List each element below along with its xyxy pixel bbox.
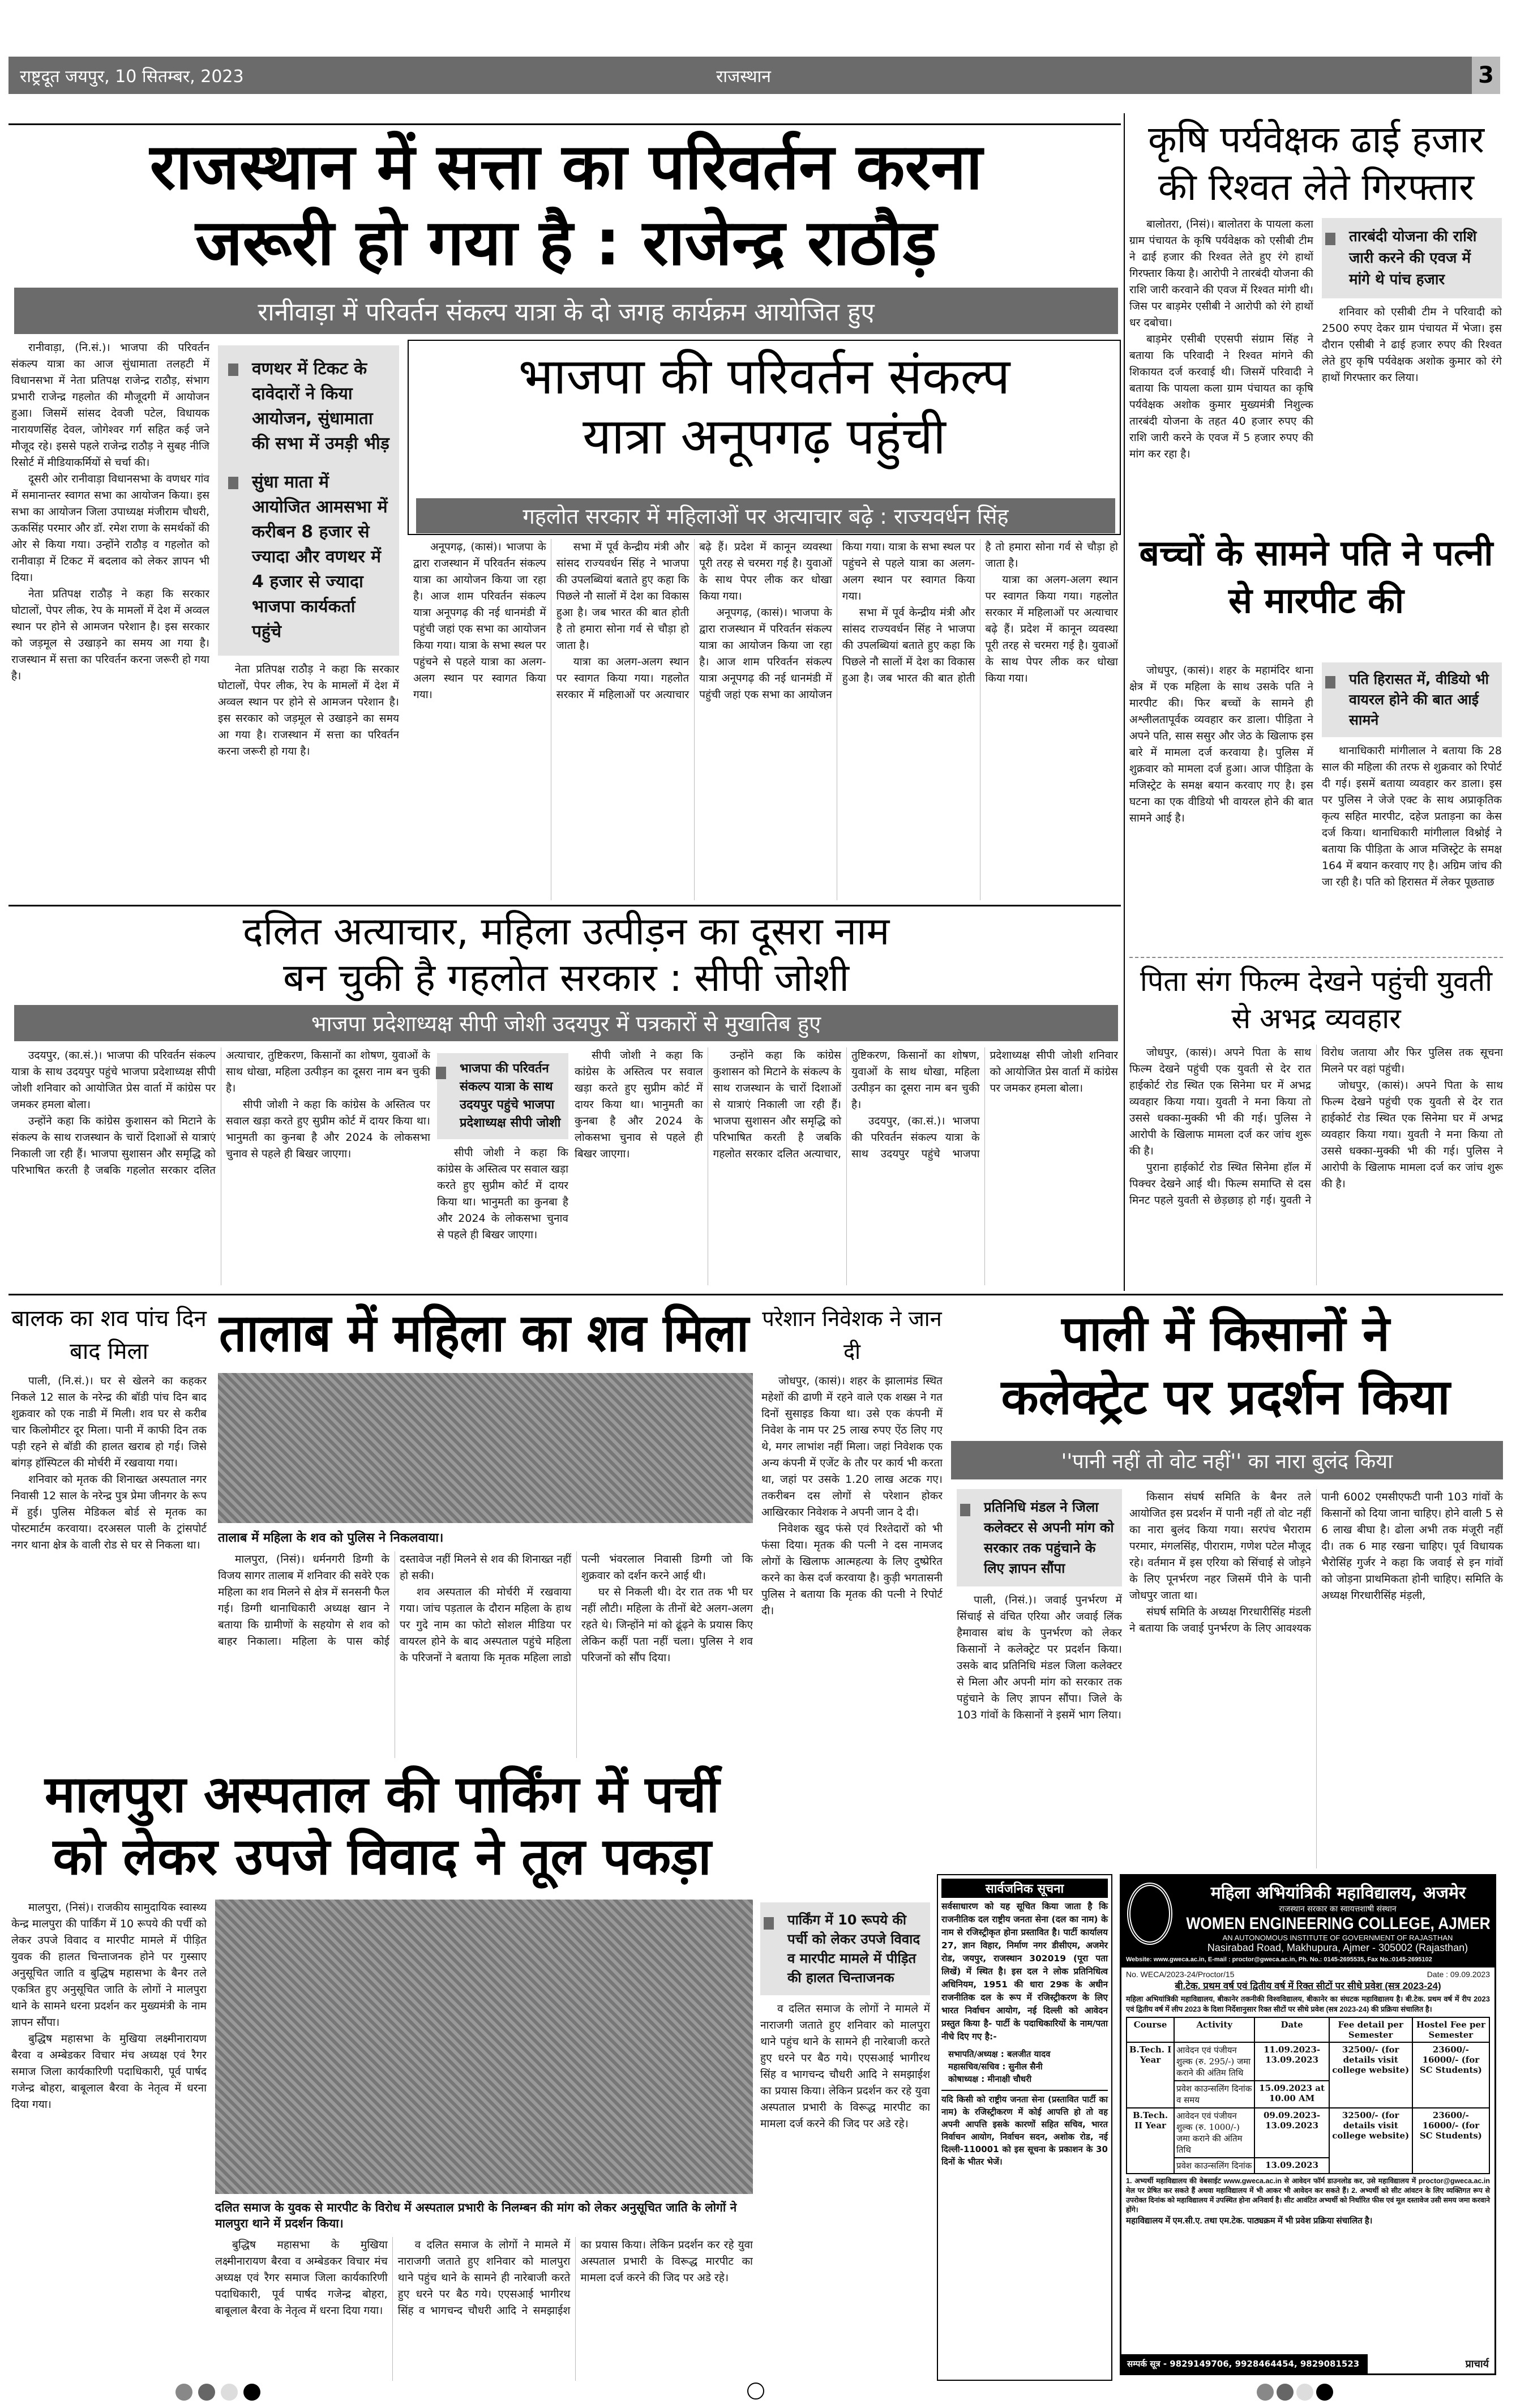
paragraph: शनिवार को एसीबी टीम ने परिवादी को 2500 रुपए देकर ग्राम पंचायत में भेजा। इस दौरान एसीबी ने ढाई हजार रुपए की रिश्वत लेते हुए कृषि पर्यवेक्षक अशोक कुमार को रंगे हाथों गिरफ्तार कर लिया।	[1322, 306, 1502, 384]
paragraph: मालपुरा, (निसं)। राजकीय सामुदायिक स्वास्थ्य केन्द्र मालपुरा की पार्किंग में 10 रूपये की पर्ची को लेकर उपजे विवाद व मारपीट मामले में पीड़ित युवक की हालत चिन्ताजनक होने पर गुस्साए अनुसूचित जाति व बुद्धिष महासभा के बैनर तले एकत्रित हुए अनुसूचित जाति के लोगों ने मालपुरा थाने के सामने धरना प्रदर्शन कर मुख्यमंत्री के नाम ज्ञापन सौंपा।	[11, 1901, 207, 2029]
officer-row: महासचिव/सचिव : सुनील सैनी	[948, 2061, 1043, 2072]
paragraph: बालोतरा, (निसं)। बालोतरा के पायला कला ग्राम पंचायत के कृषि पर्यवेक्षक को एसीबी टीम ने ढाई हजार की रिश्वत लेते हुए रंगे हाथों गिरफ्तार किया है। आरोपी ने तारबंदी योजना की राशि जारी करवाने की एवज में रिश्वत मांगी थी। जिस पर बाड़मेर एसीबी ने आरोपी को रंगे हाथों धर दबोचा।	[1129, 218, 1313, 329]
registration-dot	[1257, 2384, 1274, 2401]
ad-ref-row	[1126, 1970, 1490, 1979]
pali-headline	[948, 1302, 1503, 1436]
paragraph: पुराना हाईकोर्ट रोड स्थित सिनेमा हॉल में पिक्चर देखने आई थी। फिल्म समाप्ति से दस मिनट पहले युवती से छेड़छाड़ हो गई। युवती ने विरोध जताया और फिर पुलिस तक सूचना मिलने पर वहां पहुंची।	[1129, 1046, 1503, 1207]
registration-dot	[1296, 2384, 1313, 2401]
col-header: Course	[1127, 2017, 1174, 2042]
pita-body	[1129, 1045, 1503, 1285]
public-notice	[937, 1874, 1112, 2381]
balak-body	[11, 1373, 207, 1758]
paragraph: सीपी जोशी ने कहा कि कांग्रेस के अस्तित्व पर सवाल खड़ा करते हुए सुप्रीम कोर्ट में दायर किया था। भानुमती का कुनबा है और 2024 के लोकसभा चुनाव से पहले ही बिखर जाएगा।	[226, 1098, 430, 1160]
talab-caption: तालाब में महिला के शव को पुलिस ने निकलवाया।	[218, 1531, 444, 1545]
ad-address: Nasirabad Road, Makhupura, Ajmer - 305002 (Rajasthan)	[1207, 1942, 1468, 1953]
krishi-side	[1322, 218, 1502, 522]
bachche-side	[1322, 662, 1502, 951]
dalit-subhead-text: भाजपा प्रदेशाध्यक्ष सीपी जोशी उदयपुर में पत्रकारों से मुखातिब हुए	[311, 1011, 821, 1036]
officer-role: महासचिव/सचिव	[948, 2061, 1000, 2072]
paragraph: संघर्ष समिति के अध्यक्ष गिरधारीसिंह मंडली ने बताया कि जवाई पुनर्भरण के लिए आवश्यक पानी 6002 एमसीएफटी पानी 103 गांवों के किसानों को दिया जाना चाहिए। होने वाली 5 से 6 लाख बीघा है। ढोला अभी तक मंजूरी नहीं दी। तक 6 माह रखना चाहिए। पूर्व विधायक भैरोसिंह गुर्जर ने कहा कि जवाई से इन गांवों को जोड़ना प्राथमिकता होनी चाहिए। समिति के अध्यक्ष गिरधारीसिंह मंड़ली,	[1129, 1491, 1503, 1635]
divider	[1129, 957, 1503, 958]
cell-fee: 32500/- (for details visit college website)	[1329, 2042, 1412, 2108]
paragraph: अनूपगढ़, (कासं)। भाजपा के द्वारा राजस्थान में परिवर्तन संकल्प यात्रा का आयोजन किया जा रहा है। आज शाम परिवर्तन संकल्प यात्रा अनूपगढ़ की नई धानमंडी में पहुंची जहां एक सभा का आयोजन किया गया। यात्रा के सभा स्थल पर पहुंचने से पहले यात्रा का अलग-अलग स्थान पर स्वागत किया गया।	[699, 541, 975, 701]
pali-headline-line2: कलेक्ट्रेट पर प्रदर्शन किया	[1001, 1369, 1450, 1426]
pali-body	[1129, 1489, 1503, 1868]
pali-subhead	[951, 1441, 1503, 1479]
ad-phone: सम्पर्क सूत्र - 9829149706, 9928464454, 9829081523	[1121, 2354, 1368, 2373]
bjp-headline-line2: यात्रा अनूपगढ़ पहुंची	[583, 407, 946, 465]
paragraph: बुद्धिष महासभा के मुखिया लक्ष्मीनारायण बैरवा व अम्बेडकर विचार मंच अध्यक्ष एवं रैगर समाज जिला कार्यकारिणी पदाधिकारी, पूर्व पार्षद गजेन्द्र बोहरा, बाबूलाल बैरवा के नेतृत्व में धरना दिया गया।	[215, 2239, 388, 2317]
pullquote-item: पति हिरासत में, वीडियो भी वायरल होने की बात आई सामने	[1349, 669, 1496, 730]
paragraph: मालपुरा, (निसं)। धर्मनगरी डिग्गी के विजय सागर तालाब में शनिवार की सवेरे एक महिला का शव मिलने से क्षेत्र में सनसनी फैल गई। डिग्गी थानाधिकारी अध्यक्ष खान ने बताया कि ग्रामीणों के सहयोग से शव को बाहर निकाला। महिला के पास कोई दस्तावेज नहीं मिलने से शव की शिनाख्त नहीं हो सकी।	[218, 1553, 571, 1648]
pullquote-item: प्रतिनिधि मंडल ने जिला कलेक्टर से अपनी मांग को सरकार तक पहुंचाने के लिए ज्ञापन सौंपा	[984, 1497, 1116, 1579]
dalit-headline-line1: दलित अत्याचार, महिला उत्पीड़न का दूसरा नाम	[242, 909, 890, 954]
cell-date: 13.09.2023	[1254, 2158, 1329, 2174]
paragraph: नेता प्रतिपक्ष राठौड़ ने कहा कि सरकार घोटालों, पेपर लीक, रेप के मामलों में देश में अव्वल स्थान पर होने से आमजन परेशान है। इस सरकार को जड़मूल से उखाड़ने का समय आ गया है। राजस्थान में सत्ता का परिवर्तन करना जरूरी हो गया है।	[11, 588, 209, 682]
krishi-pullquote	[1322, 218, 1502, 298]
paragraph: बाड़मेर एसीबी एएसपी संग्राम सिंह ने बताया कि परिवादी ने रिश्वत मांगने की शिकायत दर्ज करवाई थी। जिसमें परिवादी ने बताया कि पायला कला ग्राम पंचायत का कृषि पर्यवेक्षक अशोक कुमार मुख्यमंत्री निशुल्क तारबंदी योजना के तहत 40 हजार रुपए की राशि जारी करने के एवज में 5 हजार रुपए की मांग कर रहा है।	[1129, 333, 1313, 460]
paragraph: जोधपुर, (कासं)। अपने पिता के साथ फिल्म देखने पहुंची एक युवती से देर रात हाईकोर्ट रोड स्थित एक सिनेमा घर में अभद्र व्यवहार किया गया। युवती ने मना किया तो उससे धक्का-मुक्की भी की गई। पुलिस ने आरोपी के खिलाफ मामला दर्ज कर जांच शुरू की है।	[1129, 1046, 1311, 1157]
pullquote-item: वणथर में टिकट के दावेदारों ने किया आयोजन, सुंधामाता की सभा में उमड़ी भीड़	[252, 357, 390, 456]
bjp-headline	[413, 347, 1115, 495]
registration-dot	[198, 2384, 215, 2401]
bjp-subhead-text: गहलोत सरकार में महिलाओं पर अत्याचार बढ़े : राज्यवर्धन सिंह	[523, 504, 1009, 529]
cell-date: 11.09.2023-13.09.2023	[1254, 2042, 1329, 2081]
dalit-side	[437, 1053, 568, 1285]
registration-dot	[1316, 2384, 1333, 2401]
cell-fee: 32500/- (for details visit college website)	[1329, 2108, 1412, 2174]
lead-subhead	[14, 288, 1118, 334]
pullquote-item: पार्किंग में 10 रूपये की पर्ची को लेकर उपजे विवाद व मारपीट मामले में पीड़ित की हालत चिन्ताजनक	[787, 1910, 924, 1987]
cell-activity: आवेदन एवं पंजीयन शुल्क (रु. 295/-) जमा कराने की अंतिम तिथि	[1174, 2042, 1254, 2081]
ad-bold-note: महाविद्यालय में एम.सी.ए. तथा एम.टेक. पाठ्यक्रम में भी प्रवेश प्रक्रिया संचालित है।	[1126, 2216, 1373, 2226]
lead-side	[218, 345, 399, 900]
lead-headline-line1: राजस्थान में सत्ता का परिवर्तन करना	[149, 130, 983, 204]
pullquote-item: भाजपा की परिवर्तन संकल्प यात्रा के साथ उदयपुर पहुंचे भाजपा प्रदेशाध्यक्ष सीपी जोशी	[460, 1060, 563, 1132]
cell-date: 15.09.2023 at 10.00 AM	[1254, 2081, 1329, 2108]
paragraph: सीपी जोशी ने कहा कि कांग्रेस के अस्तित्व पर सवाल खड़ा करते हुए सुप्रीम कोर्ट में दायर किया था। भानुमती का कुनबा है और 2024 के लोकसभा चुनाव से पहले ही बिखर जाएगा।	[575, 1049, 703, 1160]
paragraph: उन्होंने कहा कि कांग्रेस कुशासन को मिटाने के संकल्प के साथ राजस्थान के चारों दिशाओं से यात्राएं निकाली जा रही हैं। भाजपा सुशासन और समृद्धि को परिभाषित करती है जबकि गहलोत सरकार दलित अत्याचार, तुष्टिकरण, किसानों का शोषण, युवाओं के साथ धोखा, महिला उत्पीड़न का दूसरा नाम बन चुकी है।	[11, 1049, 430, 1177]
officer-role: कोषाध्यक्ष	[948, 2074, 979, 2084]
paragraph: शव अस्पताल की मोर्चरी में रखवाया गया। जांच पड़ताल के दौरान महिला के हाथ पर गुदे नाम का फोटो सोशल मीडिया पर वायरल होने के बाद अस्पताल पहुंचे महिला के परिजनों ने बताया कि मृतक महिला लाडो पत्नी भंवरलाल निवासी डिग्गी जो कि शुक्रवार को दर्शन करने आई थी।	[400, 1553, 753, 1664]
malpura-headline-line1: मालपुरा अस्पताल की पार्किंग में पर्ची	[45, 1765, 720, 1824]
paragraph: निवेशक खुद फंसे एवं रिश्तेदारों को भी फंसा दिया। मृतक की पत्नी ने दस नामजद लोगों के खिलाफ आत्महत्या के लिए दुष्प्रेरित करने का केस दर्ज करवाया है। कुड़ी भगतासनी पुलिस ने बताया कि मृतक की पत्नी ने रिपोर्ट दी।	[761, 1522, 943, 1617]
talab-body	[218, 1551, 753, 1758]
crosshair-icon	[747, 2383, 764, 2400]
pullquote-item: सुंधा माता में आयोजित आमसभा में करीबन 8 हजार से ज्यादा और वणथर में 4 हजार से ज्यादा भाजपा कार्यकर्ता पहुंचे	[252, 470, 390, 644]
pali-headline-line1: पाली में किसानों ने	[1061, 1306, 1390, 1362]
malpura-body	[11, 1900, 207, 2381]
paragraph: उदयपुर, (का.सं.)। भाजपा की परिवर्तन संकल्प यात्रा के साथ उदयपुर पहुंचे भाजपा प्रदेशाध्यक्ष सीपी जोशी शनिवार को आयोजित प्रेस वार्ता में कांग्रेस पर जमकर हमला बोला।	[851, 1049, 1118, 1160]
paragraph: किसान संघर्ष समिति के बैनर तले आयोजित इस प्रदर्शन में पानी नहीं तो वोट नहीं का नारा बुलंद किया गया। सरपंच भैराराम परमार, मंगलसिंह, पीराराम, गणेश पटेल मौजूद रहे। वर्तमान में इस एरिया को सिंचाई से जोड़ने के लिए पूनर्भरण नहर जिसमें पीने के पानी जोधपुर जाता था।	[1129, 1491, 1311, 1602]
cell-course: B.Tech. II Year	[1127, 2108, 1174, 2174]
officer-name: बलजीत यादव	[1007, 2049, 1051, 2059]
paragraph: रानीवाड़ा, (नि.सं.)। भाजपा की परिवर्तन संकल्प यात्रा का आज सुंधामाता तलहटी में विधानसभा में नेता प्रतिपक्ष राजेन्द्र राठौड़, संभाग प्रभारी राजेन्द्र गहलोत की मौजूदगी में आयोजन हुआ। जिसमें सांसद देवजी पटेल, विधायक नारायणसिंह देवल, जोगेश्वर गर्ग सहित कई जने मौजूद रहे। इससे पहले राजेन्द्र राठौड़ ने सुबह नीजि रिसोर्ट में मीडियाकर्मियों से चर्चा की।	[11, 341, 209, 469]
ad-title-hi: महिला अभियांत्रिकी महाविद्यालय, अजमेर	[1210, 1883, 1466, 1903]
cell-activity: आवेदन एवं पंजीयन शुल्क (रु. 1000/-) जमा कराने की अंतिम तिथि	[1174, 2108, 1254, 2158]
paragraph: पाली, (निसं.)। जवाई पुनर्भरण में सिंचाई से वंचित एरिया और जवाई लिंक हैमावास बांध के पुनर्भरण को लेकर किसानों ने कलेक्ट्रेट पर प्रदर्शन किया। उसके बाद प्रतिनिधि मंडल जिला कलेक्टर से मिला और अपनी मांग को सरकार तक पहुंचाने के लिए ज्ञापन सौंपा। जिले के 103 गांवों के किसानों ने इसमें भाग लिया।	[957, 1594, 1122, 1721]
paragraph: यात्रा का अलग-अलग स्थान पर स्वागत किया गया। गहलोत सरकार में महिलाओं पर अत्याचार बढ़े हैं। प्रदेश में कानून व्यवस्था पूरी तरह से चरमरा गई है। युवाओं के साथ पेपर लीक कर धोखा किया गया।	[556, 541, 832, 701]
notice-officers	[948, 2048, 1108, 2085]
paragraph: सभा में पूर्व केन्द्रीय मंत्री और सांसद राज्यवर्धन सिंह ने भाजपा की उपलब्धियां बताते हुए कहा कि पिछले नौ सालों में देश का विकास हुआ है। जब भारत की बात होती है तो हमारा सोना गर्व से चौड़ा हो जाता है।	[842, 541, 1118, 685]
officer-name: मीनाक्षी चौधरी	[987, 2074, 1032, 2084]
bjp-subhead	[416, 498, 1115, 533]
ad-notes: 1. अभ्यर्थी महाविद्यालय की वेबसाईट www.gweca.ac.in से आवेदन फॉर्म डाउनलोड कर, उसे महाविद्यालय में proctor@gweca.ac.in मेल पर प्रेषित कर सकते हैं अथवा महाविद्यालय में भी आकर भी आवेदन कर सकते हैं। 2. अभ्यर्थी को सीट आंवटन के लिए व्यक्तिगत रूप से उपरोक्त दिनांक को महाविद्यालय में उपस्थित होना अनिवार्य है। सीट आवंटित अभ्यर्थी को निर्धारित फीस एवं मूल दस्तावेज उसी समय जमा करवाने होंगे।	[1126, 2177, 1490, 2214]
paragraph: जोधपुर, (कासं)। शहर के झालामंड स्थित महेशों की ढाणी में रहने वाले एक शख्स ने गत दिनों सुसाइड किया था। उसे एक कंपनी में निवेश के नाम पर 25 लाख रुपए ऐंठ लिए गए थे, मगर लाभांश नहीं मिला। जहां निवेशक एक अन्य कंपनी में एजेंट के तौर पर कार्य भी करता था, जहां पर उसके 1.20 लाख अटक गए। तकरीबन दस लोगों से परेशान होकर आखिरकार निवेशक ने अपनी जान दे दी।	[761, 1375, 943, 1519]
cell-hostel: 23600/- 16000/- (for SC Students)	[1412, 2108, 1489, 2174]
officer-row: सभापति/अध्यक्ष : बलजीत यादव	[948, 2049, 1051, 2059]
ad-heading: बी.टेक. प्रथम वर्ष एवं द्वितीय वर्ष में रिक्त सीटों पर सीधे प्रवेश (सत्र 2023-24)	[1175, 1981, 1441, 1991]
cell-activity: प्रवेश काउन्सलिंग दिनांक व समय	[1174, 2081, 1254, 2108]
bjp-body	[413, 539, 1118, 900]
paragraph: जोधपुर, (कासं)। शहर के महामंदिर थाना क्षेत्र में एक महिला के साथ उसके पति ने मारपीट की। फिर बच्चों के सामने ही अश्लीलतापूर्वक व्यवहार कर डाला। पीड़िता ने अपने पति, सास ससुर और जेठ के खिलाफ इस बारे में मामला दर्ज करवाया है। पुलिस में शुक्रवार को मामला दर्ज हुआ। आज पीड़िता के मजिस्ट्रेट के समक्ष बयान करवाए गए है। इस घटना का एक वीडियो भी वायरल होने की बात सामने आई है।	[1129, 664, 1313, 824]
niveshak-body	[761, 1373, 943, 1860]
pali-side	[957, 1489, 1122, 1868]
masthead-bar	[8, 57, 1472, 94]
paragraph: यात्रा का अलग-अलग स्थान पर स्वागत किया गया। गहलोत सरकार में महिलाओं पर अत्याचार बढ़े हैं। प्रदेश में कानून व्यवस्था पूरी तरह से चरमरा गई है। युवाओं के साथ पेपर लीक कर धोखा किया गया।	[985, 574, 1118, 685]
bachche-body-col2	[1322, 743, 1502, 951]
malpura-headline-line2: को लेकर उपजे विवाद ने तूल पकड़ा	[53, 1827, 712, 1887]
malpura-story	[215, 1900, 753, 2381]
malpura-side	[760, 1902, 930, 2381]
notice-title: सार्वजनिक सूचना	[941, 1879, 1108, 1898]
lead-pullquote	[218, 345, 399, 656]
officer-name: सुनील सैनी	[1008, 2061, 1043, 2072]
cell-hostel: 23600/- 16000/- (for SC Students)	[1412, 2042, 1489, 2108]
paragraph: उदयपुर, (का.सं.)। भाजपा की परिवर्तन संकल्प यात्रा के साथ उदयपुर पहुंचे भाजपा प्रदेशाध्यक्ष सीपी जोशी शनिवार को आयोजित प्रेस वार्ता में कांग्रेस पर जमकर हमला बोला।	[11, 1049, 216, 1111]
bachche-headline: बच्चों के सामने पति ने पत्नी से मारपीट की	[1139, 532, 1493, 621]
paragraph: शनिवार को मृतक की शिनाख्त अस्पताल नगर निवासी 12 साल के नरेन्द्र पुत्र प्रेमा जीनगर के रूप में हुई। पुलिस मेडिकल बोर्ड से मृतक का पोस्टमार्टम करवाया। दरअसल पाली के ट्रांसपोर्ट नगर थाना क्षेत्र के वाली रोड से घर से निकला था।	[11, 1473, 207, 1551]
table-row	[1127, 2042, 1489, 2081]
paragraph: पाली, (नि.सं.)। घर से खेलने का कहकर निकले 12 साल के नरेन्द्र की बॉडी पांच दिन बाद शुक्रवार को एक नाडी में मिली। शव घर से करीब चार किलोमीटर दूर मिला। पानी में काफी दिन तक पड़ी रहने से बॉडी की हालत खराब हो गई। जिसे बांगड़ हॉस्पिटल की मोर्चरी में रखवाया गया।	[11, 1375, 207, 1469]
ad-date: Date : 09.09.2023	[1427, 1970, 1490, 1979]
paragraph: घर से निकली थी। देर रात तक भी घर नहीं लौटी। महिला के तीनों बेटे अलग-अलग रहते थे। जिन्होंने मां को ढूंढ़ने के प्रयास किए लेकिन कहीं पता नहीं चला। पुलिस ने शव परिजनों को सौंप दिया।	[581, 1586, 753, 1664]
college-emblem-icon	[1127, 1883, 1172, 1945]
ad-intro: महिला अभियांत्रिकी महाविद्यालय, बीकानेर तकनीकी विश्वविद्यालय, बीकानेर का संघटक महाविद्यालय है। बी.टेक. प्रथम वर्ष में रीप 2023 एवं द्वितीय वर्ष में लीप 2023 के दिशा निर्देशानुसार रिक्त सीटों पर सीधे प्रवेश (सत्र 2023-24) की प्रक्रिया संचालित है।	[1126, 1995, 1490, 2013]
dalit-headline	[17, 909, 1115, 1002]
divider	[8, 123, 1121, 125]
table-row	[1127, 2108, 1489, 2158]
paragraph: व दलित समाज के लोगों ने मामले में नाराजगी जताते हुए शनिवार को मालपुरा थाने पहुंच थाने के सामने ही नारेबाजी करते हुए धरने पर बैठ गये। एएसआई भागीरथ सिंह व भागचन्द चौधरी आदि ने समझाईश का प्रयास किया। लेकिन प्रदर्शन कर रहे युवा अस्पताल प्रभारी के विरूद्ध मारपीट का मामला दर्ज करने की जिद पर अडे रहे।	[397, 2239, 753, 2317]
lead-headline	[17, 129, 1115, 285]
paragraph: व दलित समाज के लोगों ने मामले में नाराजगी जताते हुए शनिवार को मालपुरा थाने पहुंच थाने के सामने ही नारेबाजी करते हुए धरने पर बैठ गये। एएसआई भागीरथ सिंह व भागचन्द चौधरी आदि ने समझाईश का प्रयास किया। लेकिन प्रदर्शन कर रहे युवा अस्पताल प्रभारी के विरूद्ध मारपीट का मामला दर्ज करने की जिद पर अडे रहे।	[760, 2003, 930, 2130]
col-header: Date	[1254, 2017, 1329, 2042]
col-header: Activity	[1174, 2017, 1254, 2042]
talab-headline: तालाब में महिला का शव मिला	[219, 1303, 749, 1363]
bjp-headline-line1: भाजपा की परिवर्तन संकल्प	[518, 347, 1010, 405]
paragraph: सभा में पूर्व केन्द्रीय मंत्री और सांसद राज्यवर्धन सिंह ने भाजपा की उपलब्धियां बताते हुए कहा कि पिछले नौ सालों में देश का विकास हुआ है। जब भारत की बात होती है तो हमारा सोना गर्व से चौड़ा हो जाता है।	[556, 541, 690, 652]
ad-tag-hi: राजस्थान सरकार का स्वायत्तशाषी संस्थान	[1279, 1905, 1397, 1914]
paragraph: सीपी जोशी ने कहा कि कांग्रेस के अस्तित्व पर सवाल खड़ा करते हुए सुप्रीम कोर्ट में दायर किया था। भानुमती का कुनबा है और 2024 के लोकसभा चुनाव से पहले ही बिखर जाएगा।	[437, 1147, 568, 1241]
page-number: 3	[1472, 57, 1500, 94]
lead-headline-line2: जरूरी हो गया है : राजेन्द्र राठौड़	[195, 206, 937, 280]
bachche-pullquote	[1322, 662, 1502, 737]
cell-date: 09.09.2023-13.09.2023	[1254, 2108, 1329, 2158]
admission-table	[1126, 2017, 1490, 2174]
paragraph: अनूपगढ़, (कासं)। भाजपा के द्वारा राजस्थान में परिवर्तन संकल्प यात्रा का आयोजन किया जा रहा है। आज शाम परिवर्तन संकल्प यात्रा अनूपगढ़ की नई धानमंडी में पहुंची जहां एक सभा का आयोजन किया गया। यात्रा के सभा स्थल पर पहुंचने से पहले यात्रा का अलग-अलग स्थान पर स्वागत किया गया।	[413, 541, 546, 701]
malpura-headline	[11, 1764, 753, 1891]
divider	[8, 905, 1121, 906]
dalit-body-col	[437, 1145, 568, 1285]
column-rule	[1124, 113, 1125, 1291]
col-header: Hostel Fee per Semester	[1412, 2017, 1489, 2042]
paragraph: दूसरी ओर रानीवाड़ा विधानसभा के वणधर गांव में समानान्तर स्वागत सभा का आयोजन किया। इस सभा का आयोजन जिला उपाध्यक्ष मंजीराम चौधरी, ऊकसिंह परमार और डॉ. रमेश राणा के समर्थकों की ओर से किया गया। उन्होंने राठौड़ व गहलोत को रानीवाड़ा में टिकट में बदलाव को लेकर ज्ञापन भी दिया।	[11, 473, 209, 584]
registration-dot	[243, 2384, 260, 2401]
section-name: राजस्थान	[716, 66, 771, 87]
ad-ref: No. WECA/2023-24/Proctor/15	[1126, 1970, 1235, 1979]
ad-contact: Website: www.gweca.ac.in, E-mail : proctor@gweca.ac.in, Ph. No.: 0145-2695535, Fax No.:0145-2695102	[1126, 1956, 1432, 1963]
divider	[8, 1294, 1503, 1295]
krishi-body	[1129, 216, 1313, 522]
malpura-body-col	[760, 2001, 930, 2381]
balak-headline: बालक का शव पांच दिन बाद मिला	[11, 1306, 207, 1365]
ad-tag-en: AN AUTONOMOUS INSTITUTE OF GOVERNMENT OF RAJASTHAN	[1222, 1934, 1453, 1942]
malpura-pullquote	[760, 1902, 930, 1995]
talab-story	[218, 1373, 753, 1758]
lead-body	[11, 340, 209, 900]
notice-footer: यदि किसी को राष्ट्रीय जनता सेना (प्रस्तावित पार्टी का नाम) के रजिस्ट्रीकरण में कोई आपत्ति हो तो वह अपनी आपत्ति इसके कारणों सहित सचिव, भारत निर्वाचन आयोग, निर्वाचन सदन, अशोक रोड, नई दिल्ली-110001 को इस सूचना के प्रकाशन के 30 दिनों के भीतर भेजें।	[941, 2090, 1108, 2168]
ad-title-en: WOMEN ENGINEERING COLLEGE, AJMER	[1186, 1914, 1491, 1933]
pali-body-col1	[957, 1592, 1122, 1868]
pita-headline: पिता संग फिल्म देखने पहुंची युवती से अभद्र व्यवहार	[1140, 965, 1493, 1035]
lead-subhead-text: रानीवाड़ा में परिवर्तन संकल्प यात्रा के दो जगह कार्यक्रम आयोजित हुए	[258, 298, 875, 327]
malpura-caption: दलित समाज के युवक से मारपीट के विरोध में अस्पताल प्रभारी के निलम्बन की मांग को लेकर अनुसूचित जाति के लोगों ने मालपुरा थाने में प्रदर्शन किया।	[215, 2201, 737, 2230]
krishi-body-col2	[1322, 304, 1502, 522]
dalit-pullquote	[437, 1053, 568, 1139]
ad-header	[1121, 1876, 1494, 1968]
malpura-body-lower	[215, 2237, 753, 2381]
notice-body: सर्वसाधारण को यह सूचित किया जाता है कि राजनीतिक दल राष्ट्रीय जनता सेना (दल का नाम) के नाम से रजिस्ट्रीकृत होना प्रस्तावित है। पार्टी कार्यालय 27, ज्ञान विहार, निर्माण नगर डीसीएम, अजमेर रोड, जयपुर, राजस्थान 302019 (पूरा पता लिखें) में स्थित है। इस दल ने लोक प्रतिनिधित्व अधिनियम, 1951 की धारा 29क के अधीन राजनीतिक दल के रूप में रजिस्ट्रीकरण के लिए भारत निर्वाचन आयोग, नई दिल्ली को आवेदन प्रस्तुत किया है- पार्टी के पदाधिकारियों के नाम/पता नीचे दिए गए है:-	[941, 1901, 1108, 2042]
ad-signatory: प्राचार्य	[1465, 2358, 1489, 2370]
paragraph: बुद्धिष महासभा के मुखिया लक्ष्मीनारायण बैरवा व अम्बेडकर विचार मंच अध्यक्ष एवं रैगर समाज जिला कार्यकारिणी पदाधिकारी, पूर्व पार्षद गजेन्द्र बोहरा, बाबूलाल बैरवा के नेतृत्व में धरना दिया गया।	[11, 2033, 207, 2111]
niveshak-headline: परेशान निवेशक ने जान दी	[762, 1306, 942, 1364]
paragraph: थानाधिकारी मांगीलाल ने बताया कि 28 साल की महिला की तरफ से शुक्रवार को रिपोर्ट दी गई। इसमें बताया व्यवहार कर डाला। इस पर पुलिस ने जेजे एक्ट के साथ अप्राकृतिक कृत्य सहित मारपीट, दहेज प्रताड़ना का केस दर्ज किया। थानाधिकारी मांगीलाल विश्नोई ने बताया कि पीड़िता के आज मजिस्ट्रेट के समक्ष 164 में बयान करवाए गए है। अग्रिम जांच की जा रही है। पति को हिरासत में लेकर पूछताछ	[1322, 745, 1502, 888]
dalit-body-right	[575, 1047, 1118, 1285]
lead-body-continued	[218, 661, 399, 900]
paragraph: उन्होंने कहा कि कांग्रेस कुशासन को मिटाने के संकल्प के साथ राजस्थान के चारों दिशाओं से यात्राएं निकाली जा रही हैं। भाजपा सुशासन और समृद्धि को परिभाषित करती है जबकि गहलोत सरकार दलित अत्याचार, तुष्टिकरण, किसानों का शोषण, युवाओं के साथ धोखा, महिला उत्पीड़न का दूसरा नाम बन चुकी है।	[713, 1049, 980, 1160]
table-header-row	[1127, 2017, 1489, 2042]
college-ad	[1120, 1874, 1496, 2375]
talab-photo	[218, 1373, 753, 1523]
officer-row: कोषाध्यक्ष : मीनाक्षी चौधरी	[948, 2074, 1032, 2084]
col-header: Fee detail per Semester	[1329, 2017, 1412, 2042]
officer-role: सभापति/अध्यक्ष	[948, 2049, 998, 2059]
pali-subhead-text: ''पानी नहीं तो वोट नहीं'' का नारा बुलंद किया	[1061, 1449, 1393, 1473]
malpura-photo	[215, 1900, 753, 2194]
dalit-subhead	[14, 1005, 1118, 1041]
registration-dot	[1277, 2384, 1294, 2401]
registration-dot	[175, 2384, 192, 2401]
paragraph: जोधपुर, (कासं)। अपने पिता के साथ फिल्म देखने पहुंची एक युवती से देर रात हाईकोर्ट रोड स्थित एक सिनेमा घर में अभद्र व्यवहार किया गया। युवती ने मना किया तो उससे धक्का-मुक्की भी की गई। पुलिस ने आरोपी के खिलाफ मामला दर्ज कर जांच शुरू की है।	[1321, 1079, 1503, 1190]
pullquote-item: तारबंदी योजना की राशि जारी करने की एवज में मांगे थे पांच हजार	[1349, 226, 1495, 290]
dalit-body	[11, 1047, 430, 1285]
pali-pullquote	[957, 1489, 1122, 1586]
edition-date: राष्ट्रदूत जयपुर, 10 सितम्बर, 2023	[20, 66, 244, 87]
registration-dot	[221, 2384, 238, 2401]
cell-activity: प्रवेश काउन्सलिंग दिनांक	[1174, 2158, 1254, 2174]
cell-course: B.Tech. I Year	[1127, 2042, 1174, 2108]
krishi-headline: कृषि पर्यवेक्षक ढाई हजार की रिश्वत लेते गिरफ्तार	[1147, 118, 1485, 209]
bachche-body	[1129, 662, 1313, 951]
dalit-headline-line2: बन चुकी है गहलोत सरकार : सीपी जोशी	[283, 955, 849, 1000]
paragraph: नेता प्रतिपक्ष राठौड़ ने कहा कि सरकार घोटालों, पेपर लीक, रेप के मामलों में देश में अव्वल स्थान पर होने से आमजन परेशान है। इस सरकार को जड़मूल से उखाड़ने का समय आ गया है। राजस्थान में सत्ता का परिवर्तन करना जरूरी हो गया है।	[218, 663, 399, 758]
